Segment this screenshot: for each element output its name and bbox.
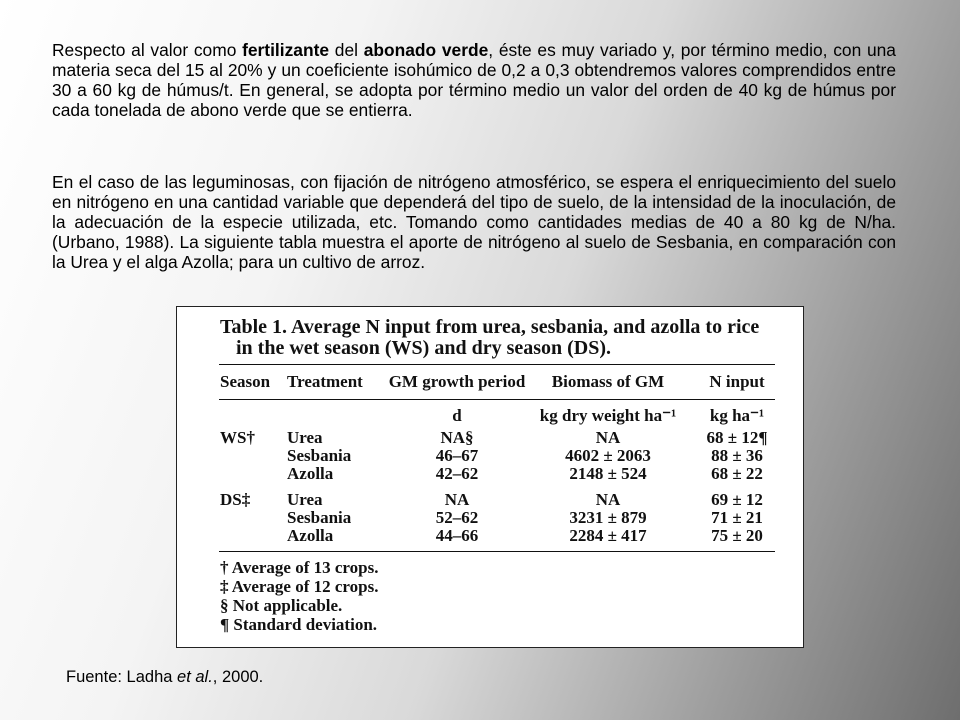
table-row-ws-sesbania-biomass: 4602 ± 2063 xyxy=(565,446,651,465)
table-row-ds-azolla-n-input: 75 ± 20 xyxy=(711,526,763,545)
table-row-ds-urea-biomass: NA xyxy=(595,490,621,509)
table-caption-line2: in the wet season (WS) and dry season (DS). xyxy=(236,337,612,359)
table-row-ds-urea-n-input: 69 ± 12 xyxy=(711,490,763,509)
header-biomass: Biomass of GM xyxy=(551,372,665,391)
footnote-pilcrow: ¶ Standard deviation. xyxy=(220,615,378,634)
table-row-ds-sesbania-n-input: 71 ± 21 xyxy=(711,508,763,527)
table-bottom-rule xyxy=(219,551,775,552)
table-row-ds-urea-period: NA xyxy=(444,490,470,509)
footnote-double-dagger: ‡ Average of 12 crops. xyxy=(220,577,379,596)
table-row-ws-urea-n-input: 68 ± 12¶ xyxy=(706,428,768,447)
paragraph1-text-a: Respecto al valor como xyxy=(52,40,243,60)
paragraph1-text-b: del xyxy=(329,40,364,60)
unit-period: d xyxy=(452,406,462,425)
table-caption-line1: Table 1. Average N input from urea, sesbania, and azolla to rice xyxy=(220,316,760,338)
table-row-ws-azolla-treatment: Azolla xyxy=(287,464,334,483)
paragraph1-bold-abonado-verde: abonado verde xyxy=(363,40,489,60)
table-row-ds-azolla-treatment: Azolla xyxy=(287,526,334,545)
table-row-ws-azolla-period: 42–62 xyxy=(435,464,479,483)
table-header-rule xyxy=(219,399,775,400)
source-citation xyxy=(66,668,263,687)
table-caption xyxy=(220,317,780,359)
header-treatment: Treatment xyxy=(287,372,363,391)
source-suffix: , 2000. xyxy=(212,668,264,686)
table-row-ds-sesbania-treatment: Sesbania xyxy=(287,508,352,527)
header-gm-growth-period: GM growth period xyxy=(388,372,526,391)
unit-n-input: kg ha⁻¹ xyxy=(709,406,765,425)
table-row-ws-sesbania-n-input: 88 ± 36 xyxy=(711,446,763,465)
table-image-panel xyxy=(176,306,804,648)
table-row-ws-sesbania-treatment: Sesbania xyxy=(287,446,352,465)
table-row-ws-urea-period: NA§ xyxy=(440,428,474,447)
paragraph1-bold-fertilizante: fertilizante xyxy=(242,40,330,60)
table-row-ds-azolla-biomass: 2284 ± 417 xyxy=(569,526,647,545)
season-ws: WS† xyxy=(220,428,255,447)
table-top-rule xyxy=(219,364,775,365)
table-row-ds-sesbania-period: 52–62 xyxy=(435,508,479,527)
table-row-ds-sesbania-biomass: 3231 ± 879 xyxy=(569,508,647,527)
table-row-ws-sesbania-period: 46–67 xyxy=(435,446,479,465)
source-prefix: Fuente: Ladha xyxy=(66,668,178,686)
table-row-ws-azolla-biomass: 2148 ± 524 xyxy=(569,464,647,483)
paragraph-legumes: En el caso de las leguminosas, con fijación de nitrógeno atmosférico, se espera el enriquecimiento del suelo en nitrógeno en una cantidad variable que dependerá del tipo de suelo, de la intensidad de la inoculación, de la adecuación de la especie utilizada, etc. Tomando como cantidades medias de 40 a 80 kg de N/ha. (Urbano, 1988). La siguiente tabla muestra el aporte de nitrógeno al suelo de Sesbania, en comparación con la Urea y el alga Azolla; para un cultivo de arroz. xyxy=(52,172,896,272)
footnote-dagger: † Average of 13 crops. xyxy=(220,558,379,577)
footnote-section: § Not applicable. xyxy=(220,596,343,615)
table-row-ds-azolla-period: 44–66 xyxy=(435,526,479,545)
season-ds: DS‡ xyxy=(220,490,251,509)
table-row-ws-urea-treatment: Urea xyxy=(287,428,323,447)
table-row-ds-urea-treatment: Urea xyxy=(287,490,323,509)
source-et-al: et al. xyxy=(177,668,213,686)
header-n-input: N input xyxy=(709,372,765,391)
table-row-ws-urea-biomass: NA xyxy=(595,428,621,447)
header-season: Season xyxy=(220,372,271,391)
unit-biomass: kg dry weight ha⁻¹ xyxy=(539,406,677,425)
table-row-ws-azolla-n-input: 68 ± 22 xyxy=(711,464,763,483)
paragraph-fertilizer-value xyxy=(52,40,896,120)
paragraph1-text-c: , éste es muy variado y, por término medio, con una materia seca del 15 al 20% y un coeficiente isohúmico de 0,2 a 0,3 obtendremos valores comprendidos entre 30 a 60 kg de húmus/t. En general, se adopta por término medio un valor del orden de 40 kg de húmus por cada tonelada de abono verde que se entierra. xyxy=(52,40,896,120)
